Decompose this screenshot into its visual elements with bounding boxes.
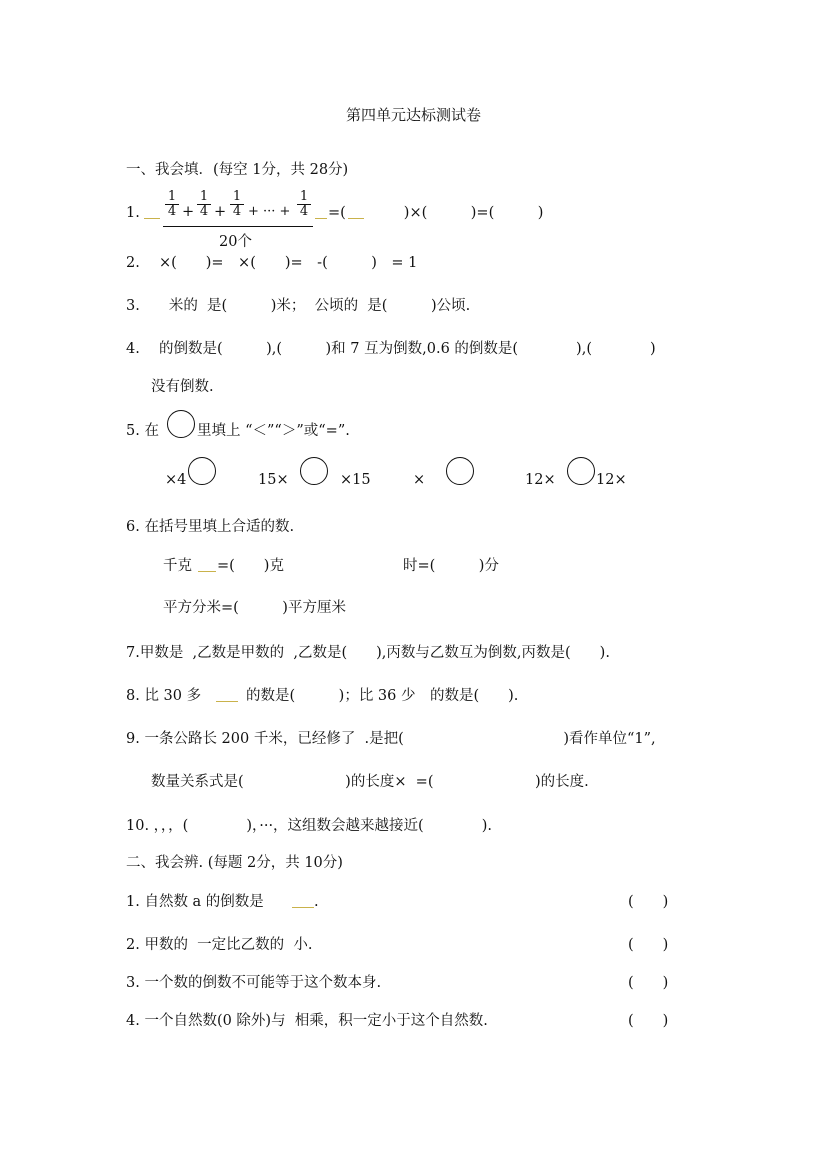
q6-a-tail: =( )克 <box>217 558 284 574</box>
q2: 2. ×( )= ×( )= -( ) = 1 <box>126 255 418 271</box>
fraction-1-4: $\frac{1}{4}$ <box>297 190 311 219</box>
q6-b: 时=( )分 <box>403 558 499 574</box>
judge-mark: ( ) <box>628 1013 669 1029</box>
q5-item: 12× <box>525 472 556 488</box>
judge-mark: ( ) <box>628 937 669 953</box>
q5-suffix: 里填上 “＜”“＞”或“=”. <box>197 423 350 439</box>
q9-line2: 数量关系式是( )的长度× =( )的长度. <box>151 774 589 790</box>
judge-mark: ( ) <box>628 975 669 991</box>
judge-item: 2. 甲数的 一定比乙数的 小. <box>126 937 313 953</box>
plus-sign: + <box>214 204 227 220</box>
compare-circle <box>300 457 328 485</box>
compare-circle <box>167 410 195 438</box>
fraction-1-4: $\frac{1}{4}$ <box>230 190 244 219</box>
judge-mark: ( ) <box>628 894 669 910</box>
q1-number: 1. <box>126 205 140 221</box>
brace-label: 20个 <box>219 234 252 250</box>
answer-underline <box>315 218 327 219</box>
q8-a: 8. 比 30 多 <box>126 688 202 704</box>
compare-circle <box>446 457 474 485</box>
brace-line <box>163 226 313 227</box>
q6-title: 6. 在括号里填上合适的数. <box>126 519 295 535</box>
q3: 3. 米的 是( )米； 公顷的 是( )公顷. <box>126 298 471 314</box>
plus-sign: + <box>182 204 195 220</box>
q10: 10. ，，，( )，···，这组数会越来越接近( ). <box>126 818 492 834</box>
q5-item: ×15 <box>340 472 371 488</box>
judge-item: 3. 一个数的倒数不可能等于这个数本身. <box>126 975 382 991</box>
page-title: 第四单元达标测试卷 <box>345 106 481 124</box>
answer-underline <box>348 218 364 219</box>
q1-tail: =( )×( )=( ) <box>328 205 544 221</box>
fraction-1-4: $\frac{1}{4}$ <box>165 190 179 219</box>
compare-circle <box>188 457 216 485</box>
answer-underline <box>292 907 314 908</box>
q5-prefix: 5. 在 <box>126 423 159 439</box>
answer-underline <box>216 701 238 702</box>
section1-heading: 一、我会填．(每空 1分，共 28分) <box>126 162 349 178</box>
q4-line1: 4. 的倒数是( ),( )和 7 互为倒数,0.6 的倒数是( ),( ) <box>126 341 656 357</box>
q5-item: 12× <box>596 472 627 488</box>
q5-item: ×4 <box>165 472 187 488</box>
judge-item: 4. 一个自然数(0 除外)与 相乘，积一定小于这个自然数. <box>126 1013 488 1029</box>
q5-item: × <box>413 472 426 488</box>
fraction-1-4: $\frac{1}{4}$ <box>197 190 211 219</box>
compare-circle <box>567 457 595 485</box>
q6-c: 平方分米=( )平方厘米 <box>163 600 346 616</box>
q5-item: 15× <box>258 472 289 488</box>
judge-item: 1. 自然数 a 的倒数是 <box>126 894 264 910</box>
section2-heading: 二、我会辨. (每题 2分，共 10分) <box>126 855 343 871</box>
q6-a: 千克 <box>163 558 192 574</box>
judge-item-tail: . <box>314 894 319 910</box>
q9-line1: 9. 一条公路长 200 千米，已经修了 .是把( )看作单位“1”, <box>126 731 656 747</box>
ellipsis-sum: + ··· + <box>248 204 291 219</box>
q4-line2: 没有倒数. <box>151 379 214 395</box>
answer-underline <box>198 571 216 572</box>
answer-underline <box>144 218 160 219</box>
q8-b: 的数是( )；比 36 少 的数是( ). <box>246 688 519 704</box>
q7: 7.甲数是 ,乙数是甲数的 ,乙数是( ),丙数与乙数互为倒数,丙数是( ). <box>126 645 610 661</box>
